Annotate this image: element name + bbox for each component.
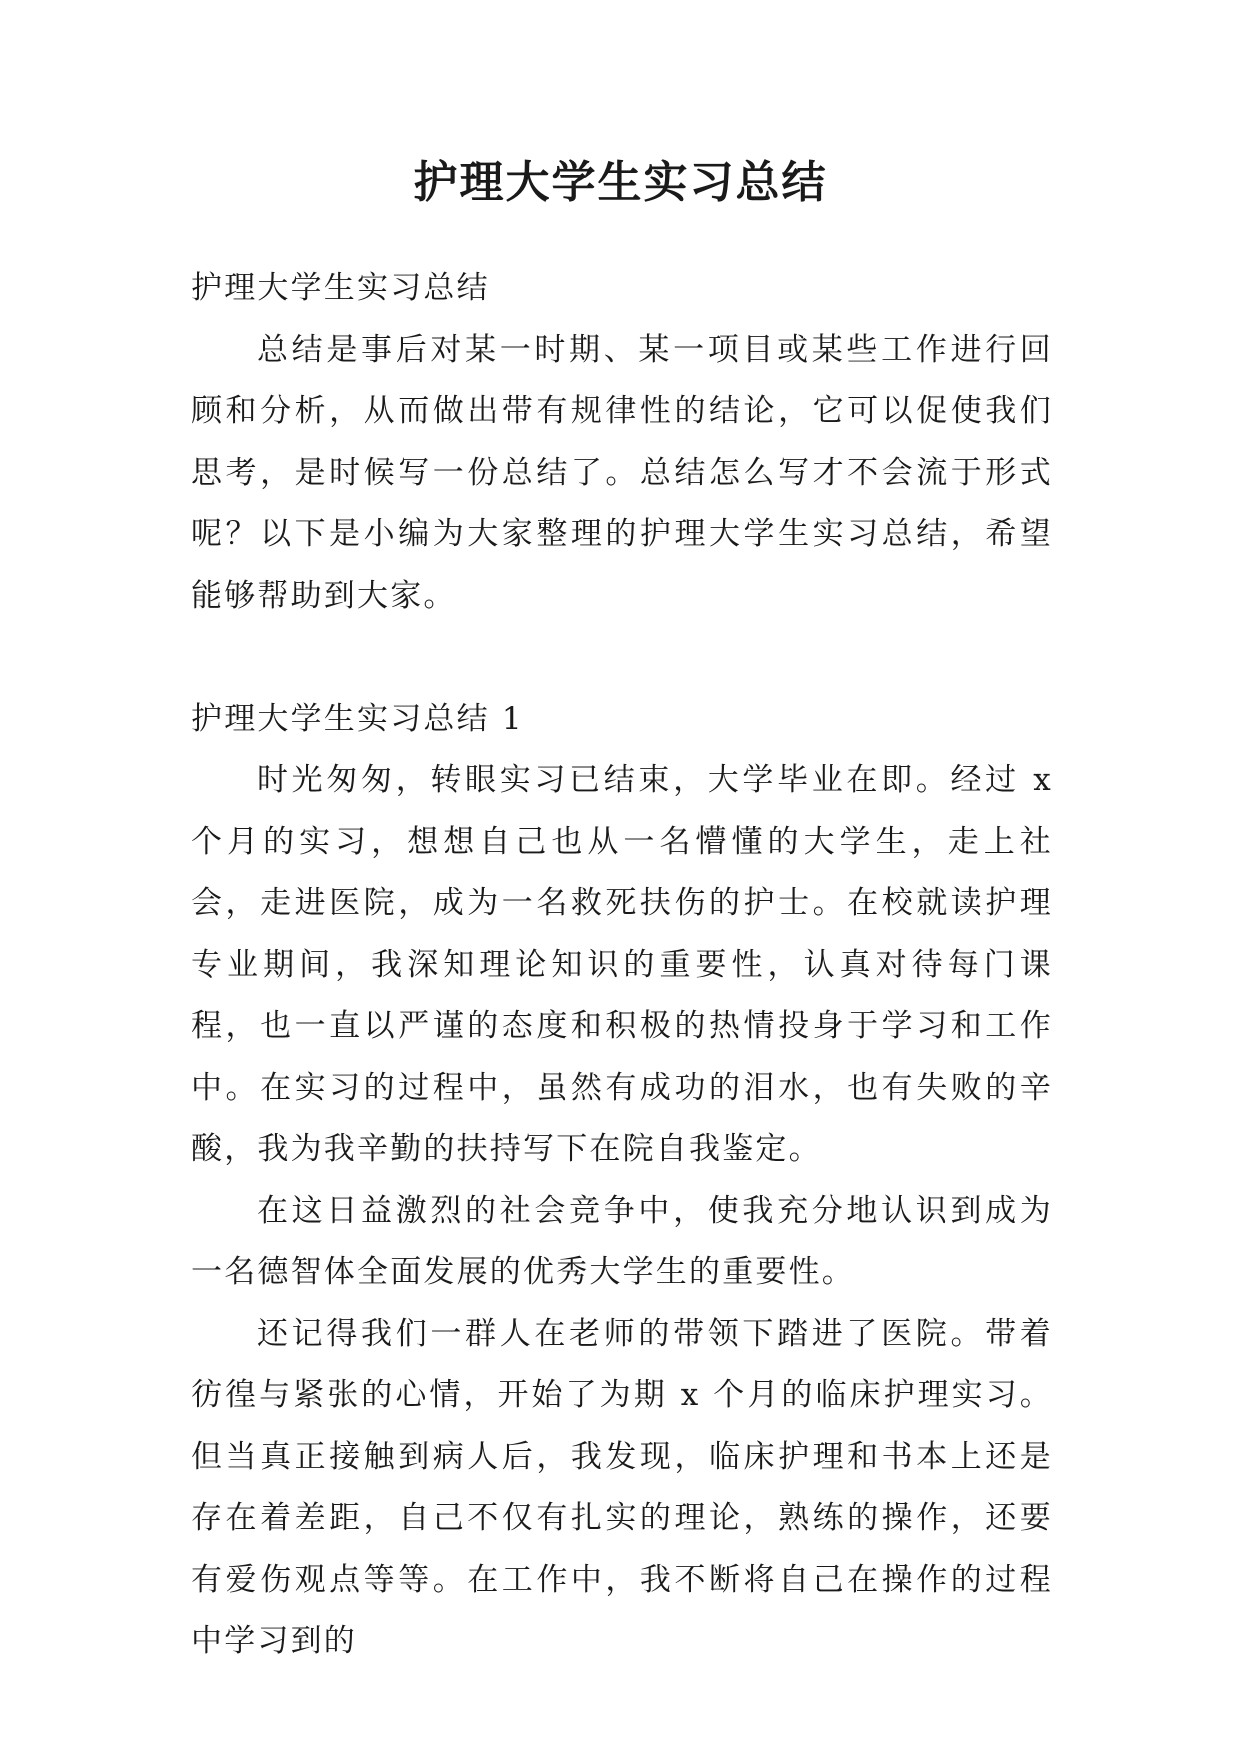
document-subtitle: 护理大学生实习总结: [191, 270, 490, 306]
document-body: [191, 258, 1053, 1673]
body-paragraph: 在这日益激烈的社会竞争中，使我充分地认识到成为一名德智体全面发展的优秀大学生的重要性。: [191, 1192, 1053, 1290]
section-heading: 护理大学生实习总结 1: [191, 700, 524, 737]
body-paragraph: 时光匆匆，转眼实习已结束，大学毕业在即。经过 x 个月的实习，想想自己也从一名懵懂的大学生，走上社会，走进医院，成为一名救死扶伤的护士。在校就读护理专业期间，我深知理论知识的重要性，认真对待每门课程，也一直以严谨的态度和积极的热情投身于学习和工作中。在实习的过程中，虽然有成功的泪水，也有失败的辛酸，我为我辛勤的扶持写下在院自我鉴定。: [191, 762, 1053, 1167]
section-spacer: [191, 627, 1053, 689]
intro-paragraph: 总结是事后对某一时期、某一项目或某些工作进行回顾和分析，从而做出带有规律性的结论，它可以促使我们思考，是时候写一份总结了。总结怎么写才不会流于形式呢？以下是小编为大家整理的护理大学生实习总结，希望能够帮助到大家。: [191, 331, 1053, 614]
body-paragraph: 还记得我们一群人在老师的带领下踏进了医院。带着彷徨与紧张的心情，开始了为期 x 个月的临床护理实习。但当真正接触到病人后，我发现，临床护理和书本上还是存在着差距，自己不仅有扎实的理论，熟练的操作，还要有爱伤观点等等。在工作中，我不断将自己在操作的过程中学习到的: [191, 1315, 1053, 1659]
document-title: 护理大学生实习总结: [413, 157, 828, 208]
